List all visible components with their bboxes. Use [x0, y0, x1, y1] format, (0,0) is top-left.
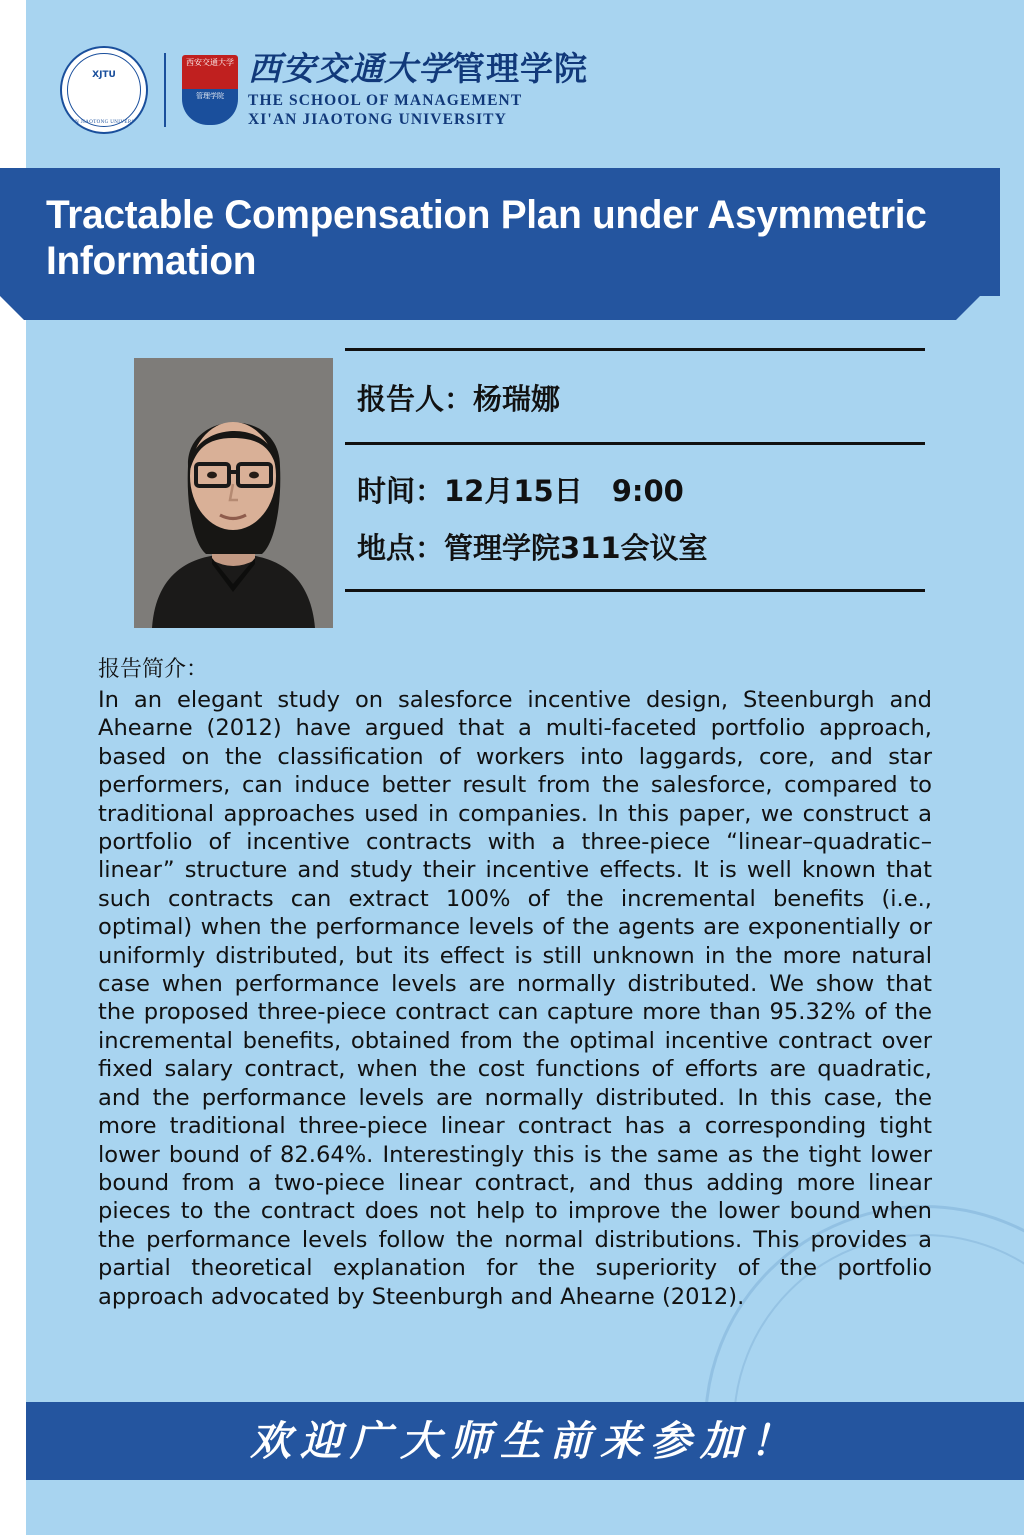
- header-university-cn: 西安交通大学: [248, 49, 452, 89]
- header-english-line-2: XI'AN JIAOTONG UNIVERSITY: [248, 110, 507, 128]
- speaker-photo: [134, 358, 333, 628]
- title-banner: [0, 168, 1024, 320]
- abstract-label: 报告简介：: [98, 657, 209, 682]
- place-line: 地点：管理学院311会议室: [357, 531, 708, 565]
- school-badge-icon: [182, 55, 238, 125]
- abstract-text: In an elegant study on salesforce incentive design, Steenburgh and Ahearne (2012) have argued that a multi-faceted portfolio approach, based on the classification of workers into laggards, core, and star performers, can induce better result from the salesforce, compared to traditional approaches used in companies. In this paper, we construct a portfolio of incentive contracts with a three-piece “linear–quadratic–linear” structure and study their incentive effects. It is well known that such contracts can extract 100% of the incremental benefits (i.e., optimal) when the performance levels of the agents are exponentially or uniformly distributed, but its effect is still unknown in the more natural case when performance levels are normally distributed. We show that the proposed three-piece contract can capture more than 95.32% of the incremental benefits, obtained from the optimal incentive contract over fixed salary contract, when the cost functions of efforts are quadratic, and the performance levels are normally distributed. In this case, the more traditional three-piece linear contract has a corresponding tight lower bound of 82.64%. Interestingly this is the same as the tight lower bound from a two-piece linear contract, and thus adding more linear pieces to the contract does not help to improve the lower bound when the performance levels follow the normal distributions. This provides a partial theoretical explanation for the superiority of the portfolio approach advocated by Steenburgh and Ahearne (2012).: [98, 687, 932, 1310]
- event-details: [345, 348, 925, 592]
- speaker-line: 报告人：杨瑞娜: [357, 382, 561, 416]
- university-seal-icon: [60, 46, 148, 134]
- school-badge-bottom-text: 管理学院: [182, 89, 238, 125]
- header-text-block: [248, 51, 588, 128]
- footer-bottom-strip: [26, 1480, 1024, 1535]
- header-logos: [60, 30, 588, 150]
- logo-divider: [164, 53, 166, 127]
- title-banner-notch: [0, 296, 980, 320]
- speaker-portrait-illustration: [134, 358, 333, 628]
- detail-divider-bottom: [345, 589, 925, 592]
- seal-arc-text: XI'AN JIAOTONG UNIVERSITY: [63, 120, 145, 125]
- school-badge-top-text: 西安交通大学: [182, 55, 238, 89]
- footer-banner: [26, 1402, 1024, 1480]
- seal-inner-text: XJTU: [92, 70, 116, 80]
- time-line: 时间：12月15日 9:00: [357, 474, 684, 508]
- header-english-line-1: THE SCHOOL OF MANAGEMENT: [248, 91, 523, 109]
- header-school-cn: 管理学院: [452, 49, 588, 89]
- page-title: Tractable Compensation Plan under Asymmetric Information: [46, 193, 927, 283]
- header-chinese-line: [248, 51, 588, 87]
- footer-welcome-text: 欢迎广大师生前来参加！: [250, 1417, 800, 1465]
